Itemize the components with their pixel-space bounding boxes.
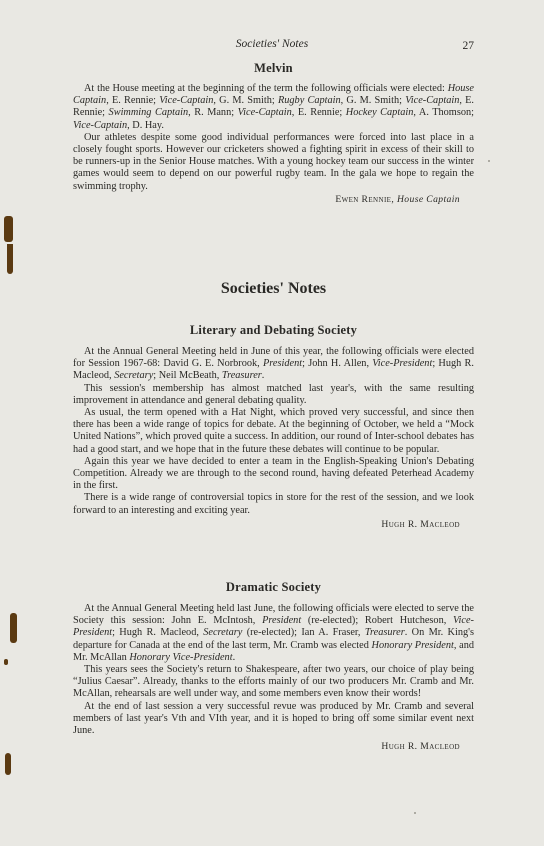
binding-mark-4 xyxy=(4,659,8,665)
melvin-paragraph-1: At the House meeting at the beginning of the term the following officials were elected: House Captain, E. Rennie; Vice-Captain, G. M. Smith; Rugby Captain, G. M. Smith; Vice-Captain, E. Rennie; Swimming Captain, R. Mann; Vice-Captain, E. Rennie; Hockey Captain, A. Thomson; Vice-Captain, D. Hay. xyxy=(73,83,475,131)
italic-title: Hockey Captain xyxy=(345,107,414,119)
page-number: 27 xyxy=(462,40,474,52)
italic-title: Treasurer xyxy=(364,627,405,639)
italic-title: Vice-President xyxy=(372,358,433,370)
italic-title: Vice-Captain xyxy=(73,119,128,131)
main-title-block xyxy=(73,280,474,298)
literary-paragraph-5: There is a wide range of controversial topics in store for the rest of the session, and we look forward to an interesting and exciting year. xyxy=(73,492,474,516)
literary-paragraph-3: As usual, the term opened with a Hat Night, which proved very successful, and since then there has been a wide range of topics for debate. At the beginning of October, we held a “Mock United Nations”, which proved quite a success. In addition, our round of Inter-school debates has had a good start, and we hope that in the future these debates will continue to be popular. xyxy=(73,407,474,455)
italic-title: President xyxy=(263,358,303,370)
italic-title: Vice-President xyxy=(73,615,474,639)
literary-section xyxy=(73,323,474,531)
literary-paragraph-1: At the Annual General Meeting held in June of this year, the following officials were elected for Session 1967-68: David G. E. Norbrook, President; John H. Allen, Vice-President; Hugh R. Macleod, Secretary; Neil McBeath, Treasurer. xyxy=(73,346,474,382)
italic-title: Vice-Captain xyxy=(405,95,460,107)
speck xyxy=(488,160,490,162)
italic-title: Treasurer xyxy=(221,370,262,382)
dramatic-paragraph-2: This years sees the Society's return to Shakespeare, after two years, our choice of play being “Julius Caesar”. Already, thanks to the efforts mainly of our two producers Mr. Cramb and Mr. McAllan, rehearsals are well under way, and some members even know their words! xyxy=(73,664,474,700)
italic-title: Rugby Captain xyxy=(277,95,341,107)
italic-title: Vice-Captain xyxy=(159,95,214,107)
literary-heading: Literary and Debating Society xyxy=(189,323,358,337)
dramatic-section xyxy=(73,580,474,753)
melvin-signature: Ewen Rennie, House Captain xyxy=(335,193,460,205)
italic-title: Swimming Captain xyxy=(108,107,189,119)
italic-title: Secretary xyxy=(114,370,154,382)
literary-signature: Hugh R. Macleod xyxy=(381,518,460,530)
italic-title: President xyxy=(262,615,302,627)
literary-paragraph-2: This session's membership has almost matched last year's, with the same resulting improvement in attendance and general debating quality. xyxy=(73,382,474,406)
binding-mark-1 xyxy=(4,216,13,242)
binding-mark-3 xyxy=(10,613,17,643)
binding-mark-5 xyxy=(5,753,11,775)
italic-title: Honorary President xyxy=(371,639,454,651)
italic-title: Secretary xyxy=(203,627,243,639)
italic-title: House Captain xyxy=(73,83,474,107)
melvin-signature-name: Ewen Rennie xyxy=(335,193,392,205)
melvin-section xyxy=(73,61,474,206)
melvin-signature-role: House Captain xyxy=(396,193,460,205)
page-title: Societies' Notes xyxy=(220,280,327,297)
italic-title: Honorary Vice-President xyxy=(129,651,233,663)
speck xyxy=(414,812,416,814)
italic-title: Vice-Captain xyxy=(237,107,292,119)
dramatic-paragraph-3: At the end of last session a very successful revue was produced by Mr. Cramb and several members of last year's Vth and VIth year, and it is hoped to bring off some similar event next June. xyxy=(73,700,474,737)
dramatic-paragraph-1: At the Annual General Meeting held last June, the following officials were elected to serve the Society this session: John E. McIntosh, President (re-elected); Robert Hutcheson, Vice-President; Hugh R. Macleod, Secretary (re-elected); Ian A. Fraser, Treasurer. On Mr. King's departure for Canada at the end of the last term, Mr. Cramb was elected Honorary President, and Mr. McAllan Honorary Vice-President. xyxy=(73,603,474,663)
running-head: Societies' Notes xyxy=(235,38,309,50)
binding-mark-2 xyxy=(7,244,13,274)
dramatic-signature: Hugh R. Macleod xyxy=(381,741,460,753)
literary-paragraph-4: Again this year we have decided to enter a team in the English-Speaking Union's Debating Competition. Already we are through to the second round, having defeated Peterhead Academy in the first. xyxy=(73,455,474,492)
melvin-paragraph-2: Our athletes despite some good individual performances were forced into last place in a closely fought sports. However our cricketers showed a fighting spirit in excess of their skill to be runners-up in the Senior House matches. With a young hockey team our success in the winter games would seem to depend on our powerful rugby team. In the gala we hope to regain the swimming trophy. xyxy=(73,131,474,192)
melvin-heading: Melvin xyxy=(254,61,293,75)
dramatic-heading: Dramatic Society xyxy=(225,580,322,594)
